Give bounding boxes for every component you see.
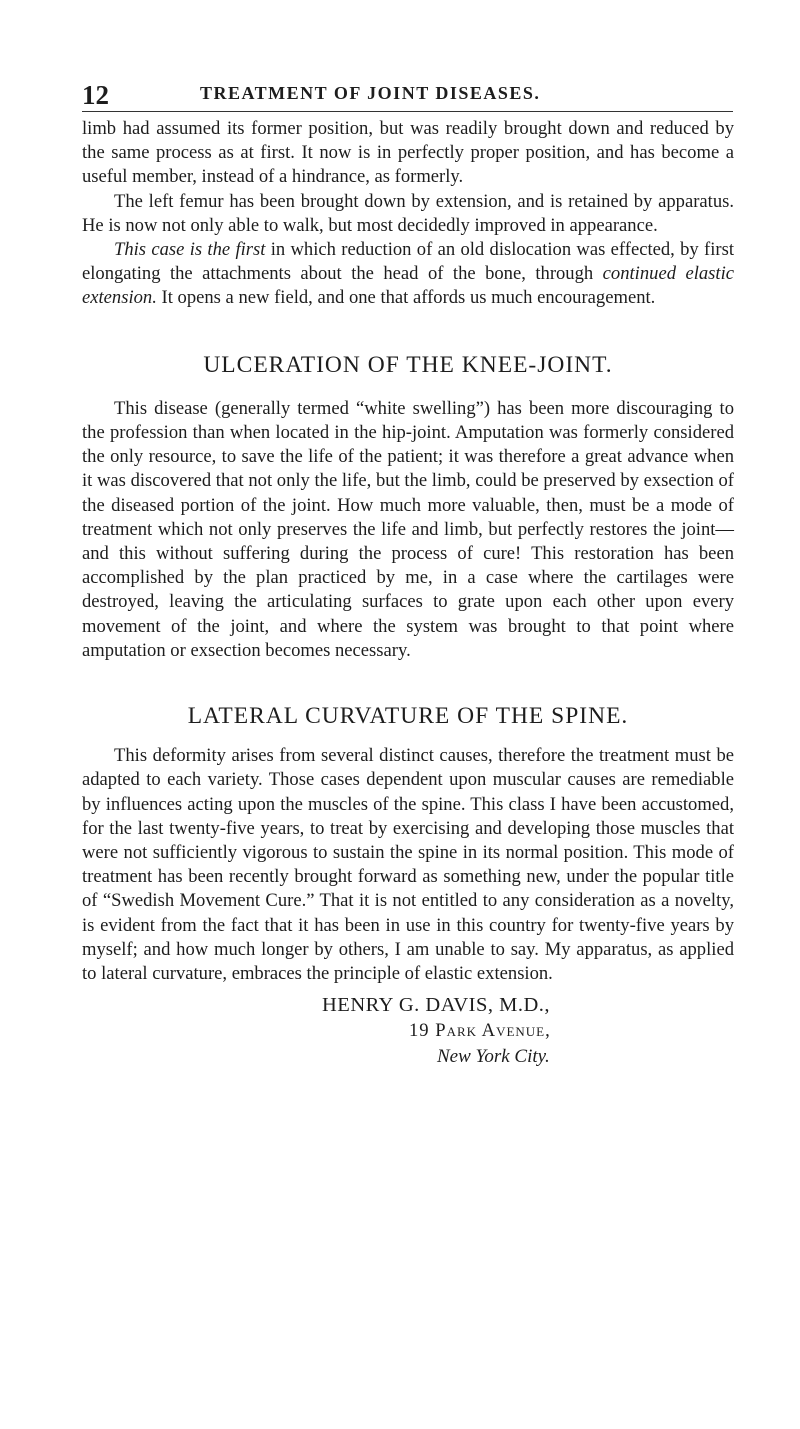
header-rule [82, 111, 733, 112]
italic-phrase: continued elastic extension. [82, 263, 734, 309]
page-body [82, 117, 734, 1070]
signature-name: HENRY G. DAVIS, M.D., [322, 994, 551, 1017]
intro-paragraph-2: The left femur has been brought down by extension, and is retained by apparatus. He is now not only able to walk, but most decidedly improved in appearance. [82, 190, 734, 236]
signature-address: 19 Park Avenue, [409, 1020, 551, 1042]
italic-phrase: This case is the first [114, 239, 266, 261]
running-head: TREATMENT OF JOINT DISEASES. [200, 83, 541, 103]
page-number: 12 [82, 80, 109, 110]
page-header [82, 80, 732, 112]
intro-paragraph-1: limb had assumed its former position, but was readily brought down and reduced by the same process as at first. It now is in perfectly proper position, and has become a useful member, instead of a hindrance, as formerly. [82, 118, 734, 188]
spine-paragraph: This deformity arises from several distinct causes, therefore the treatment must be adapted to each variety. Those cases dependent upon muscular causes are remediable by influences acting upon the muscles of the spine. This class I have been accustomed, for the last twenty-five years, to treat by exercising and developing those muscles that were not sufficiently vigorous to sustain the spine in its normal position. This mode of treatment has been recently brought forward as something new, under the popular title of “Swedish Movement Cure.” That it is not entitled to any consideration as a novelty, is evident from the fact that it has been in use in this country for twenty-five years by myself; and how much longer by others, I am unable to say. My apparatus, as applied to lateral curvature, embraces the principle of elastic extension. [82, 745, 734, 985]
intro-paragraph-3 [82, 238, 734, 311]
paragraph-text: in which reduction of an old dislocation was effected, by first elongating the attachments about the head of the bone, through [82, 239, 734, 285]
section-heading-spine: LATERAL CURVATURE OF THE SPINE. [187, 703, 629, 730]
signature-city: New York City. [437, 1046, 550, 1068]
section-heading-knee: ULCERATION OF THE KNEE-JOINT. [203, 351, 613, 378]
paragraph-text: It opens a new field, and one that affords us much encouragement. [156, 287, 656, 309]
knee-paragraph: This disease (generally termed “white swelling”) has been more discouraging to the profession than when located in the hip-joint. Amputation was formerly considered the only resource, to save the life of the patient; it was therefore a great advance when it was discovered that not only the life, but the limb, could be preserved by exsection of the diseased portion of the joint. How much more valuable, then, must be a mode of treatment which not only preserves the life and limb, but perfectly restores the joint—and this without suffering during the process of cure! This restoration has been accomplished by the plan practiced by me, in a case where the cartilages were destroyed, leaving the articulating surfaces to grate upon each other upon every movement of the joint, and where the system was brought to that point where amputation or exsection becomes necessary. [82, 397, 734, 661]
